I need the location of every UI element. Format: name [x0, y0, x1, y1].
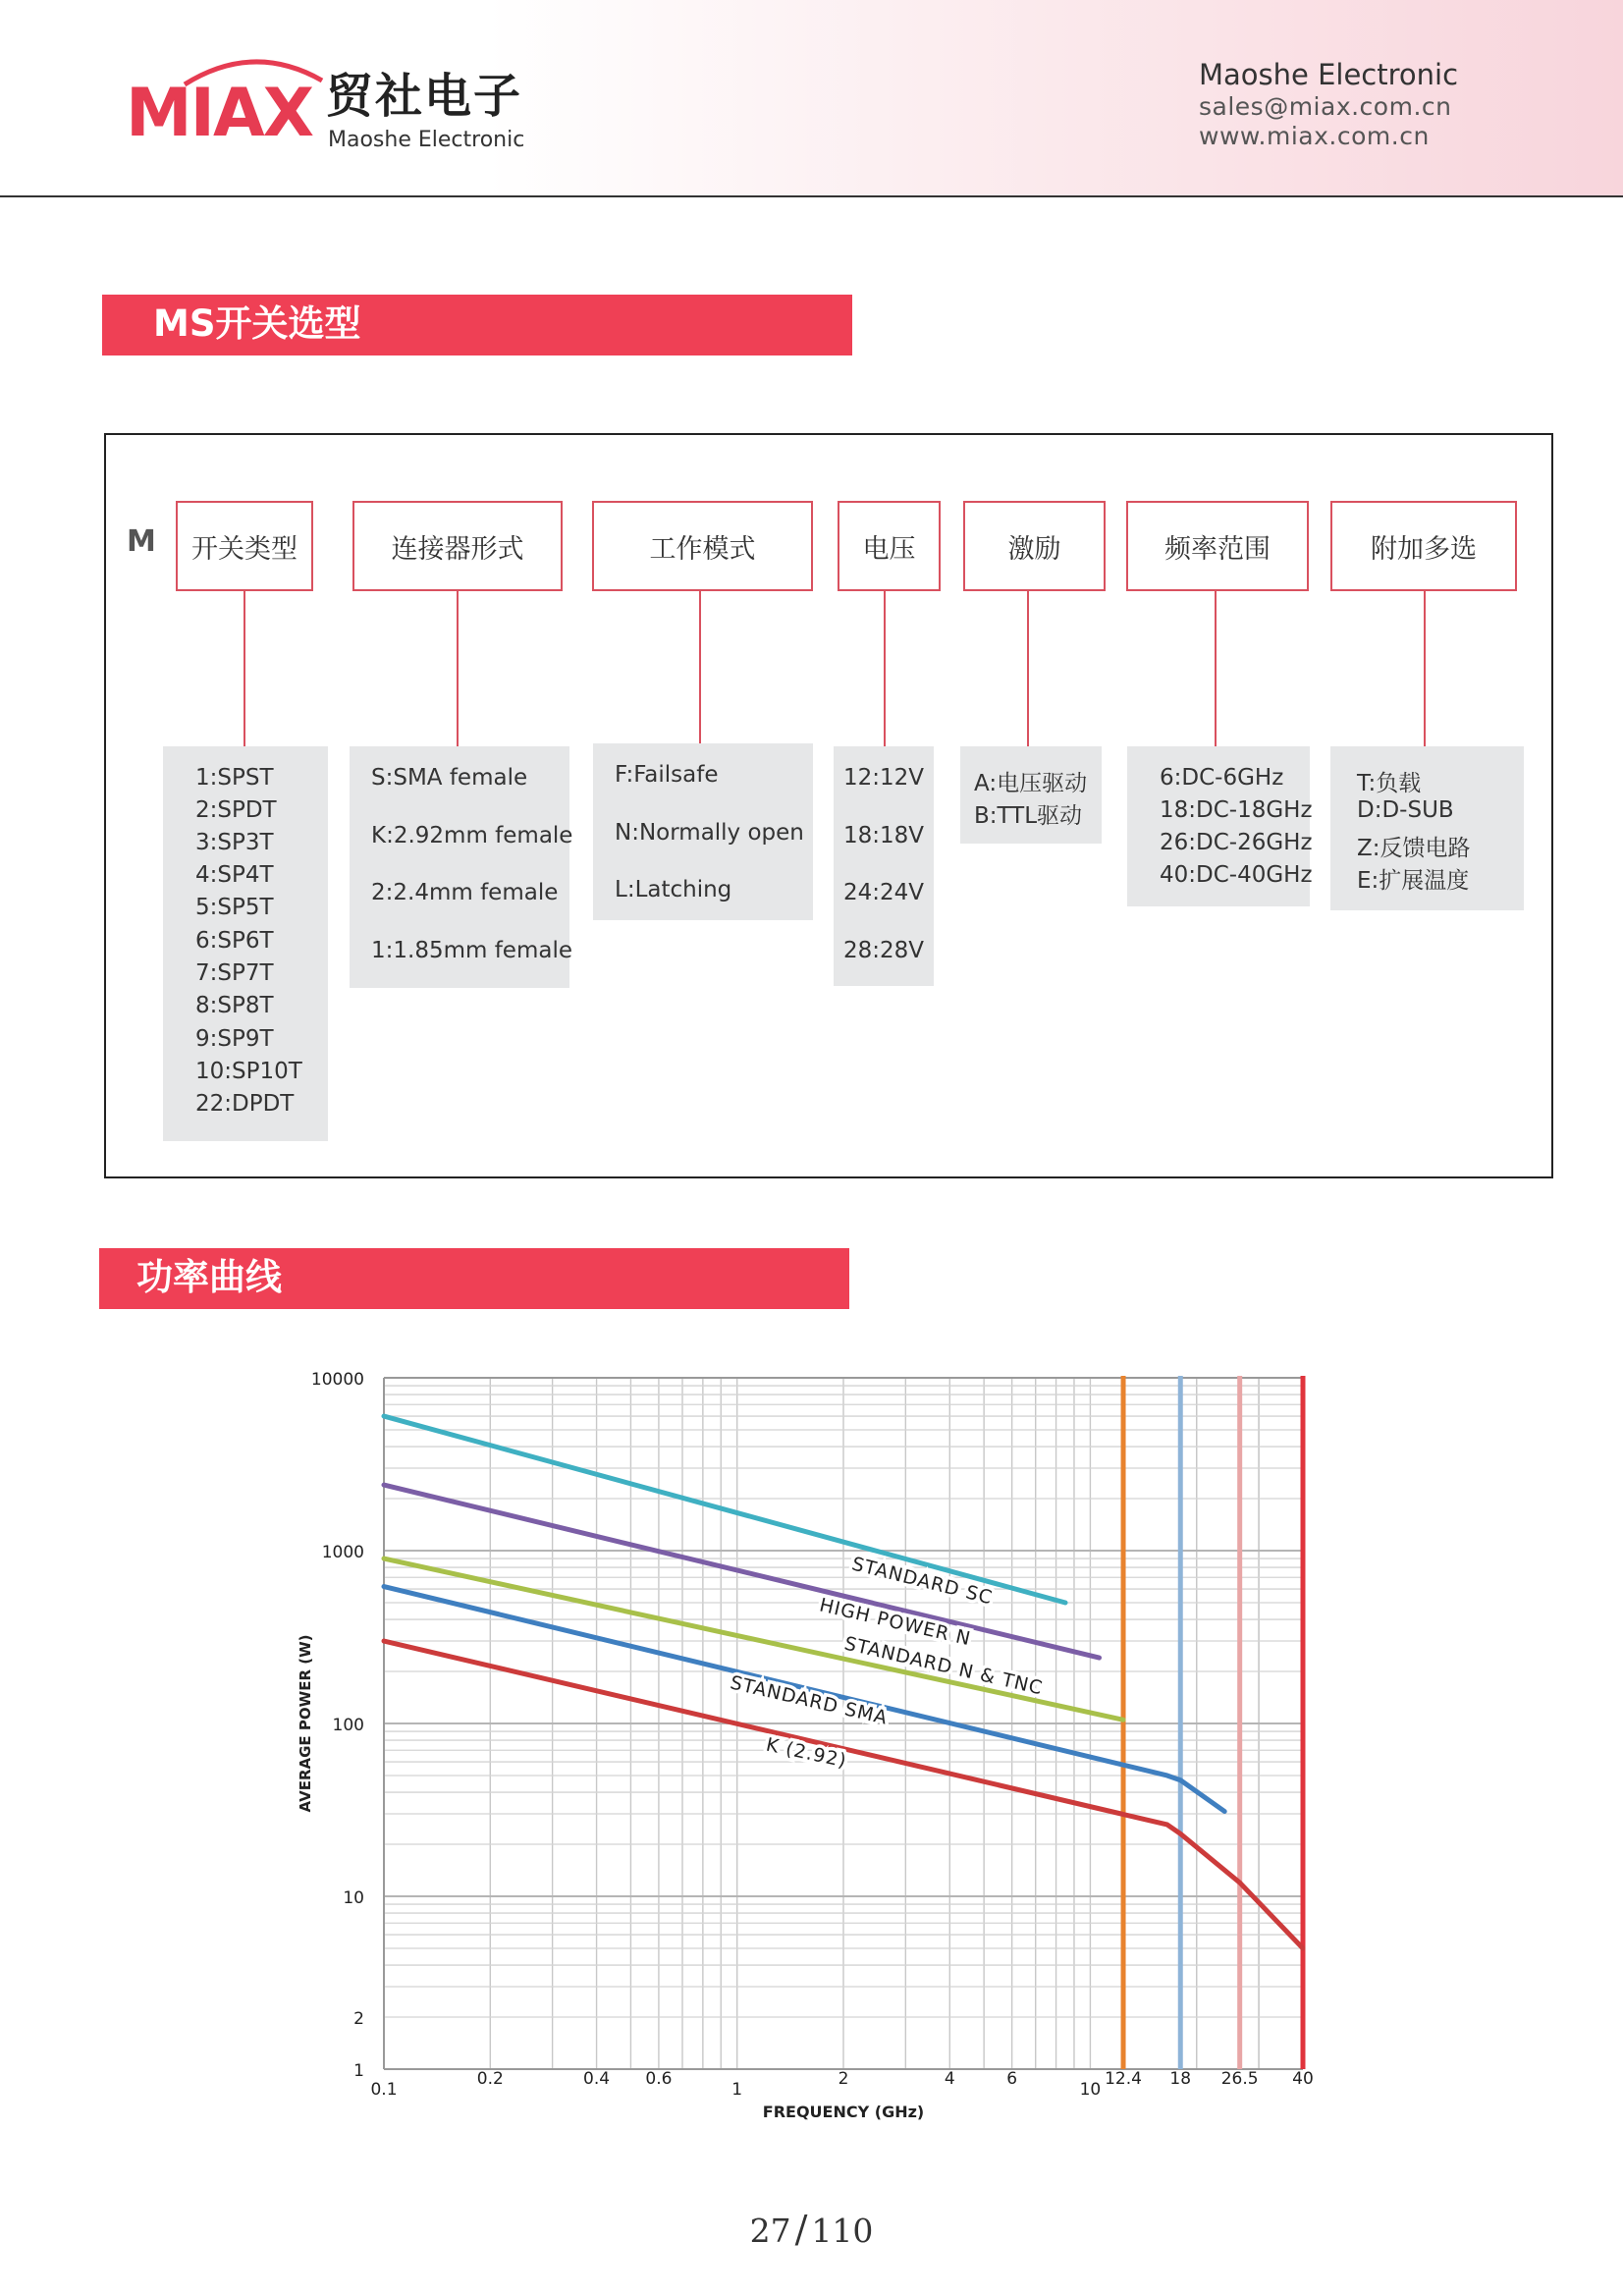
option-item: 24:24V	[843, 880, 925, 905]
x-tick-label: 4	[944, 2069, 955, 2089]
option-item: 1:SPST	[195, 765, 274, 791]
option-item: 18:18V	[843, 823, 925, 848]
option-item: T:负载	[1357, 771, 1422, 796]
x-tick-label: 10	[1079, 2080, 1102, 2100]
x-tick-label: 6	[1006, 2069, 1018, 2089]
option-item: K:2.92mm female	[371, 823, 573, 848]
option-item: L:Latching	[615, 877, 732, 902]
option-item: B:TTL驱动	[974, 803, 1083, 829]
option-item: 3:SP3T	[195, 830, 274, 855]
company-website[interactable]: www.miax.com.cn	[1199, 122, 1430, 150]
series-annotation: STANDARD N & TNC	[841, 1632, 1046, 1700]
page-current: 27	[749, 2212, 791, 2250]
option-item: S:SMA female	[371, 765, 528, 791]
series-annotation: STANDARD SMA	[728, 1671, 891, 1729]
x-tick-label: 12.4	[1105, 2069, 1142, 2089]
option-item: 12:12V	[843, 765, 925, 791]
category-frequency: 频率范围	[1126, 501, 1309, 591]
company-name: Maoshe Electronic	[1199, 58, 1459, 91]
model-prefix: M	[127, 524, 156, 559]
y-tick-label: 10000	[310, 1370, 364, 1390]
y-tick-label: 1	[353, 2061, 364, 2081]
page-number	[0, 2208, 1623, 2251]
page-total: 110	[811, 2212, 874, 2250]
option-item: 28:28V	[843, 938, 925, 963]
x-tick-label: 0.6	[645, 2069, 673, 2089]
option-item: 1:1.85mm female	[371, 938, 573, 963]
category-options: 附加多选	[1330, 501, 1517, 591]
logo-letters: MIAX	[126, 75, 313, 152]
series-line	[384, 1485, 1100, 1658]
logo-english-name: Maoshe Electronic	[328, 128, 525, 152]
option-item: 6:DC-6GHz	[1160, 765, 1284, 791]
option-item: 4:SP4T	[195, 862, 274, 888]
x-tick-label: 18	[1169, 2069, 1192, 2089]
option-item: 5:SP5T	[195, 895, 274, 920]
y-tick-label: 10	[343, 1888, 364, 1908]
option-item: N:Normally open	[615, 820, 804, 846]
category-mode: 工作模式	[592, 501, 813, 591]
x-tick-label: 0.4	[583, 2069, 611, 2089]
option-item: 2:SPDT	[195, 797, 277, 823]
option-item: 6:SP6T	[195, 928, 274, 954]
x-tick-label: 0.1	[370, 2080, 398, 2100]
option-item: E:扩展温度	[1357, 868, 1470, 894]
option-item: F:Failsafe	[615, 762, 719, 788]
option-item: 9:SP9T	[195, 1026, 274, 1052]
option-item: 22:DPDT	[195, 1091, 295, 1117]
option-item: Z:反馈电路	[1357, 836, 1471, 861]
category-drive: 激励	[963, 501, 1106, 591]
page-separator: /	[794, 2208, 808, 2251]
x-axis-label: FREQUENCY (GHz)	[762, 2103, 925, 2121]
option-item: 10:SP10T	[195, 1059, 302, 1084]
option-item: D:D-SUB	[1357, 797, 1454, 823]
category-switch-type: 开关类型	[176, 501, 313, 591]
y-tick-label: 1000	[321, 1543, 364, 1562]
x-tick-label: 0.2	[476, 2069, 504, 2089]
y-tick-label: 2	[353, 2009, 364, 2030]
company-email[interactable]: sales@miax.com.cn	[1199, 92, 1452, 121]
series-annotation: HIGH POWER N	[817, 1594, 974, 1651]
category-connector: 连接器形式	[352, 501, 563, 591]
section-title-power: 功率曲线	[99, 1248, 849, 1309]
option-item: 7:SP7T	[195, 960, 274, 986]
option-item: A:电压驱动	[974, 771, 1088, 796]
x-tick-label: 1	[731, 2080, 743, 2100]
x-tick-label: 40	[1292, 2069, 1314, 2089]
category-voltage: 电压	[838, 501, 941, 591]
y-axis-label: AVERAGE POWER (W)	[297, 1634, 314, 1813]
y-tick-label: 100	[332, 1716, 364, 1735]
x-tick-label: 2	[838, 2069, 849, 2089]
option-item: 8:SP8T	[195, 993, 274, 1018]
series-annotation: STANDARD SC	[849, 1553, 996, 1610]
x-tick-label: 26.5	[1220, 2069, 1259, 2089]
logo-chinese-name: 贸社电子	[326, 69, 523, 124]
option-item: 40:DC-40GHz	[1160, 862, 1313, 888]
option-item: 18:DC-18GHz	[1160, 797, 1313, 823]
section-title-selection: MS开关选型	[102, 295, 852, 355]
option-item: 2:2.4mm female	[371, 880, 559, 905]
option-item: 26:DC-26GHz	[1160, 830, 1313, 855]
series-annotation: K (2.92)	[764, 1733, 849, 1773]
